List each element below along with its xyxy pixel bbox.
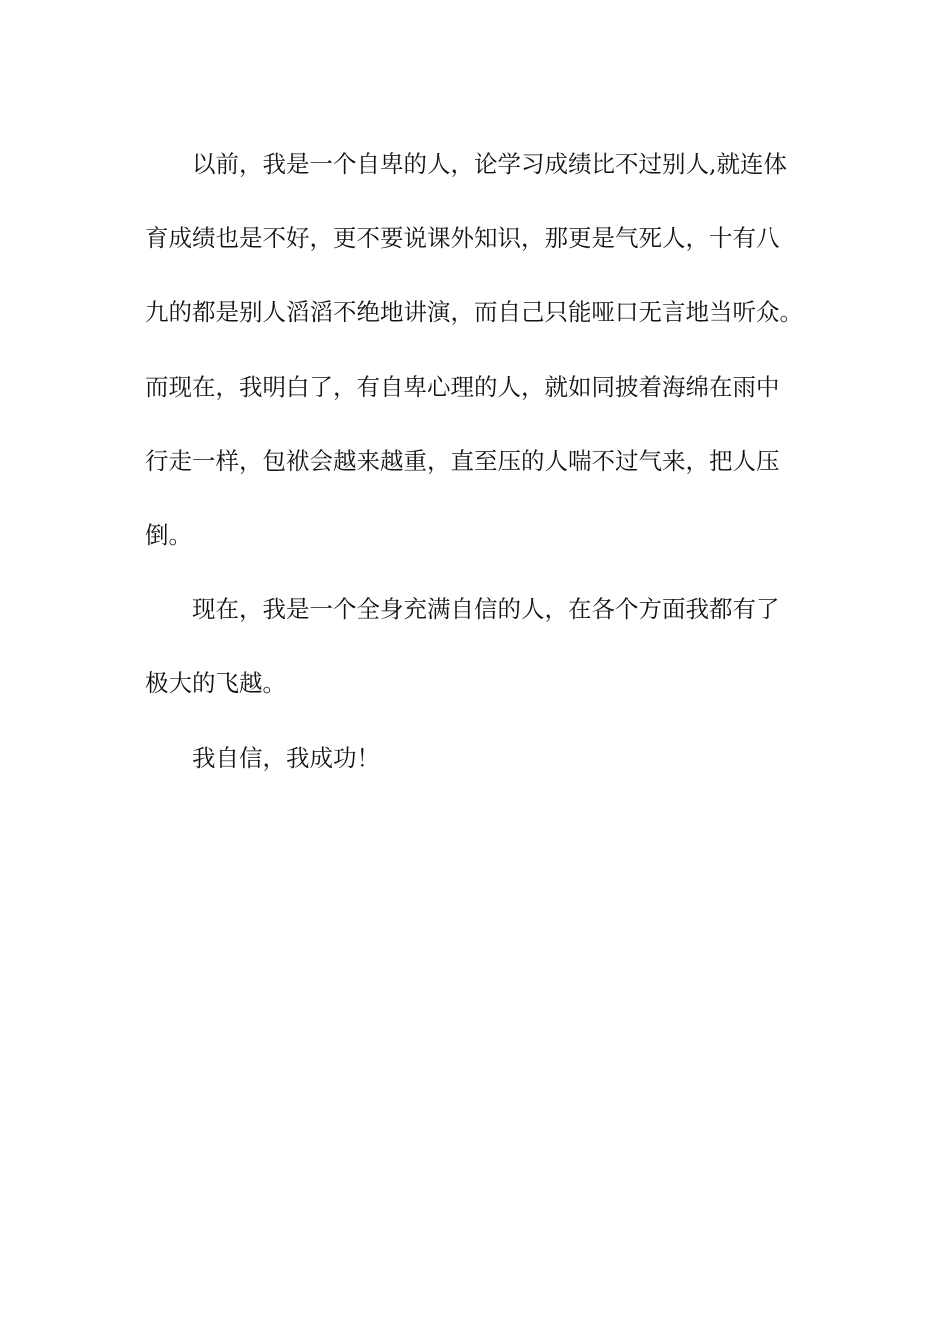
paragraph-line: 极大的飞越。 <box>145 669 286 698</box>
paragraph-2 <box>145 572 825 720</box>
paragraph-line: 行走一样，包袱会越来越重，直至压的人喘不过气来，把人压 <box>145 446 780 475</box>
paragraph-line: 九的都是别人滔滔不绝地讲演，而自己只能哑口无言地当听众。 <box>145 298 803 327</box>
paragraph-line: 而现在，我明白了，有自卑心理的人，就如同披着海绵在雨中 <box>145 372 780 401</box>
paragraph-line: 以前，我是一个自卑的人，论学习成绩比不过别人,就连体 <box>192 150 787 178</box>
paragraph-line: 育成绩也是不好，更不要说课外知识，那更是气死人，十有八 <box>145 224 780 253</box>
document-body <box>145 127 825 795</box>
paragraph-1 <box>145 127 825 572</box>
paragraph-3 <box>145 721 825 795</box>
paragraph-line: 我自信，我成功！ <box>192 743 380 772</box>
paragraph-line: 倒。 <box>145 520 192 549</box>
paragraph-line: 现在，我是一个全身充满自信的人，在各个方面我都有了 <box>192 595 780 624</box>
